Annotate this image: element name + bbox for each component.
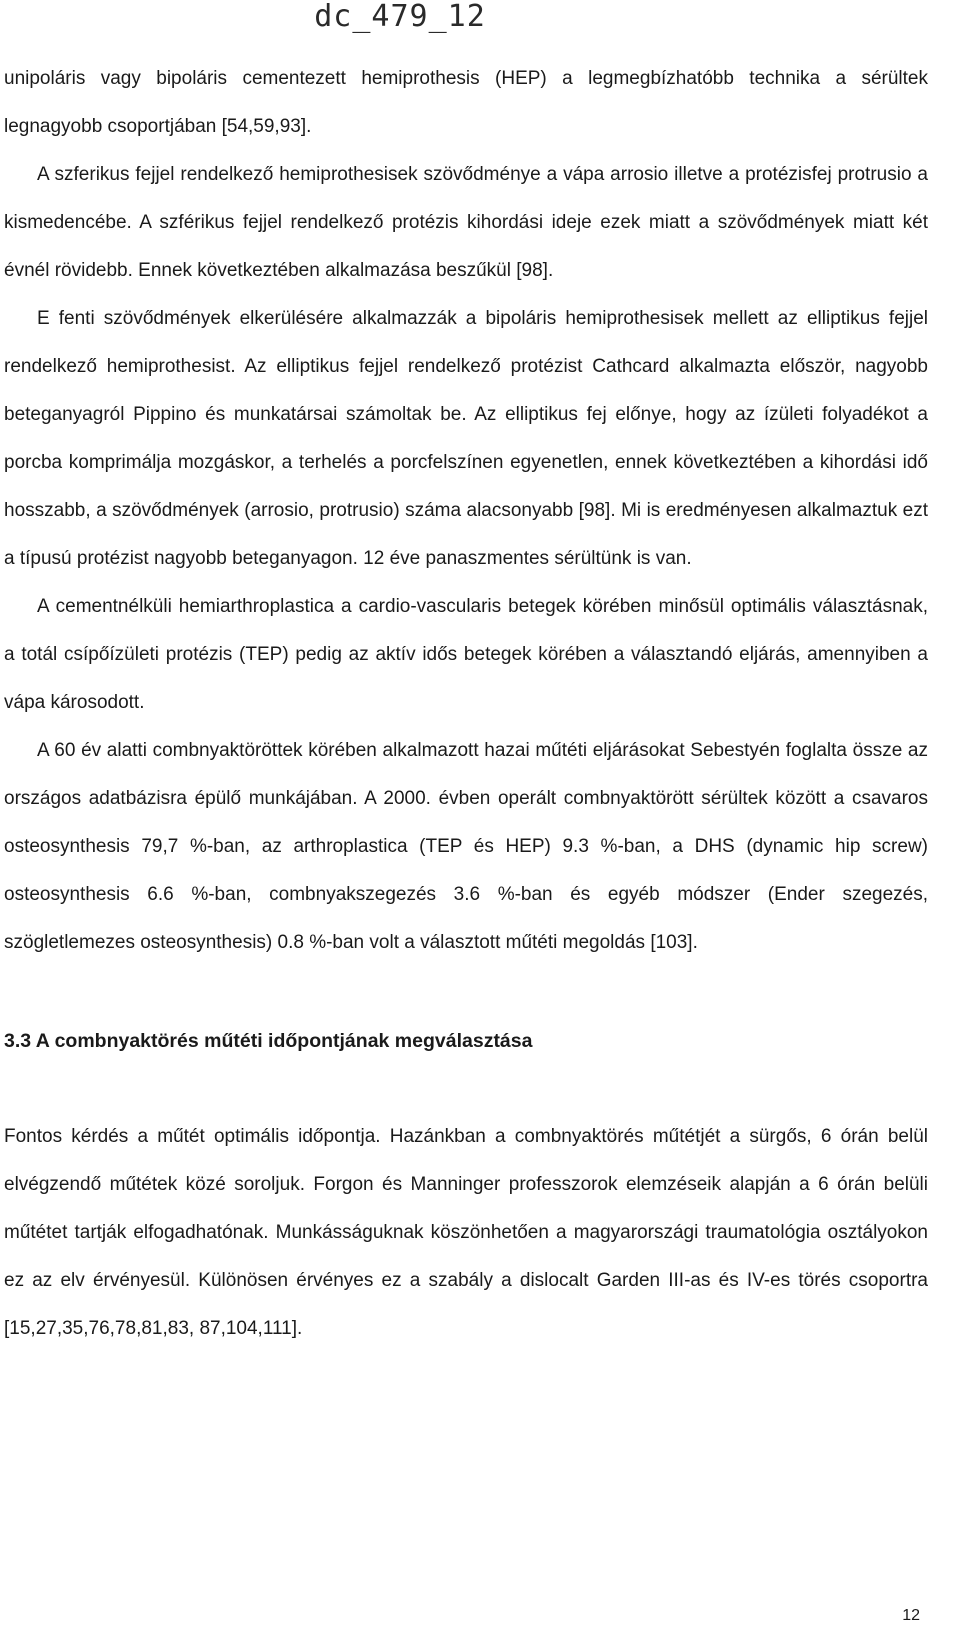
document-id-header: dc_479_12 [314, 0, 486, 34]
page-number: 12 [902, 1607, 920, 1624]
section-heading: 3.3 A combnyaktörés műtéti időpontjának megválasztása [4, 1030, 533, 1052]
paragraph-spherical-head: A szferikus fejjel rendelkező hemiprothesisek szövődménye a vápa arrosio illetve a protézisfej protrusio a kismedencébe. A szférikus fejjel rendelkező protézis kihordási ideje ezek miatt a szövődmények miatt két évnél rövidebb. Ennek következtében alkalmazása beszűkül [98]. [4, 164, 928, 281]
paragraph-national-data: A 60 év alatti combnyaktöröttek körében alkalmazott hazai műtéti eljárásokat Sebestyén foglalta össze az országos adatbázisra épülő munkájában. A 2000. évben operált combnyaktörött sérültek között a csavaros osteosynthesis 79,7 %-ban, az arthroplastica (TEP és HEP) 9.3 %-ban, a DHS (dynamic hip screw) osteosynthesis 6.6 %-ban, combnyakszegezés 3.6 %-ban és egyéb módszer (Ender szegezés, szögletlemezes osteosynthesis) 0.8 %-ban volt a választott műtéti megoldás [103]. [4, 740, 928, 953]
spacer [4, 1065, 928, 1113]
page-content [4, 55, 928, 1353]
paragraph-surgery-timing: Fontos kérdés a műtét optimális időpontja. Hazánkban a combnyaktörés műtétjét a sürgős, 6 órán belül elvégzendő műtétek közé soroljuk. Forgon és Manninger professzorok elemzéseik alapján a 6 órán belüli műtétet tartják elfogadhatónak. Munkásságuknak köszönhetően a magyarországi traumatológia osztályokon ez az elv érvényesül. Különösen érvényes ez a szabály a dislocalt Garden III-as és IV-es törés csoportra [15,27,35,76,78,81,83, 87,104,111]. [4, 1126, 928, 1339]
spacer [4, 967, 928, 1017]
paragraph-hep-technique: unipoláris vagy bipoláris cementezett hemiprothesis (HEP) a legmegbízhatóbb technika a sérültek legnagyobb csoportjában [54,59,93]. [4, 68, 928, 137]
paragraph-cementless: A cementnélküli hemiarthroplastica a cardio-vascularis betegek körében minősül optimális választásnak, a totál csípőízületi protézis (TEP) pedig az aktív idős betegek körében a választandó eljárás, amennyiben a vápa károsodott. [4, 596, 928, 713]
paragraph-elliptical-head: E fenti szövődmények elkerülésére alkalmazzák a bipoláris hemiprothesisek mellett az elliptikus fejjel rendelkező hemiprothesist. Az elliptikus fejjel rendelkező protézist Cathcard alkalmazta először, nagyobb beteganyagról Pippino és munkatársai számoltak be. Az elliptikus fej előnye, hogy az ízületi folyadékot a porcba komprimálja mozgáskor, a terhelés a porcfelszínen egyenetlen, ennek következtében a kihordási idő hosszabb, a szövődmények (arrosio, protrusio) száma alacsonyabb [98]. Mi is eredményesen alkalmaztuk ezt a típusú protézist nagyobb beteganyagon. 12 éve panaszmentes sérültünk is van. [4, 308, 928, 569]
